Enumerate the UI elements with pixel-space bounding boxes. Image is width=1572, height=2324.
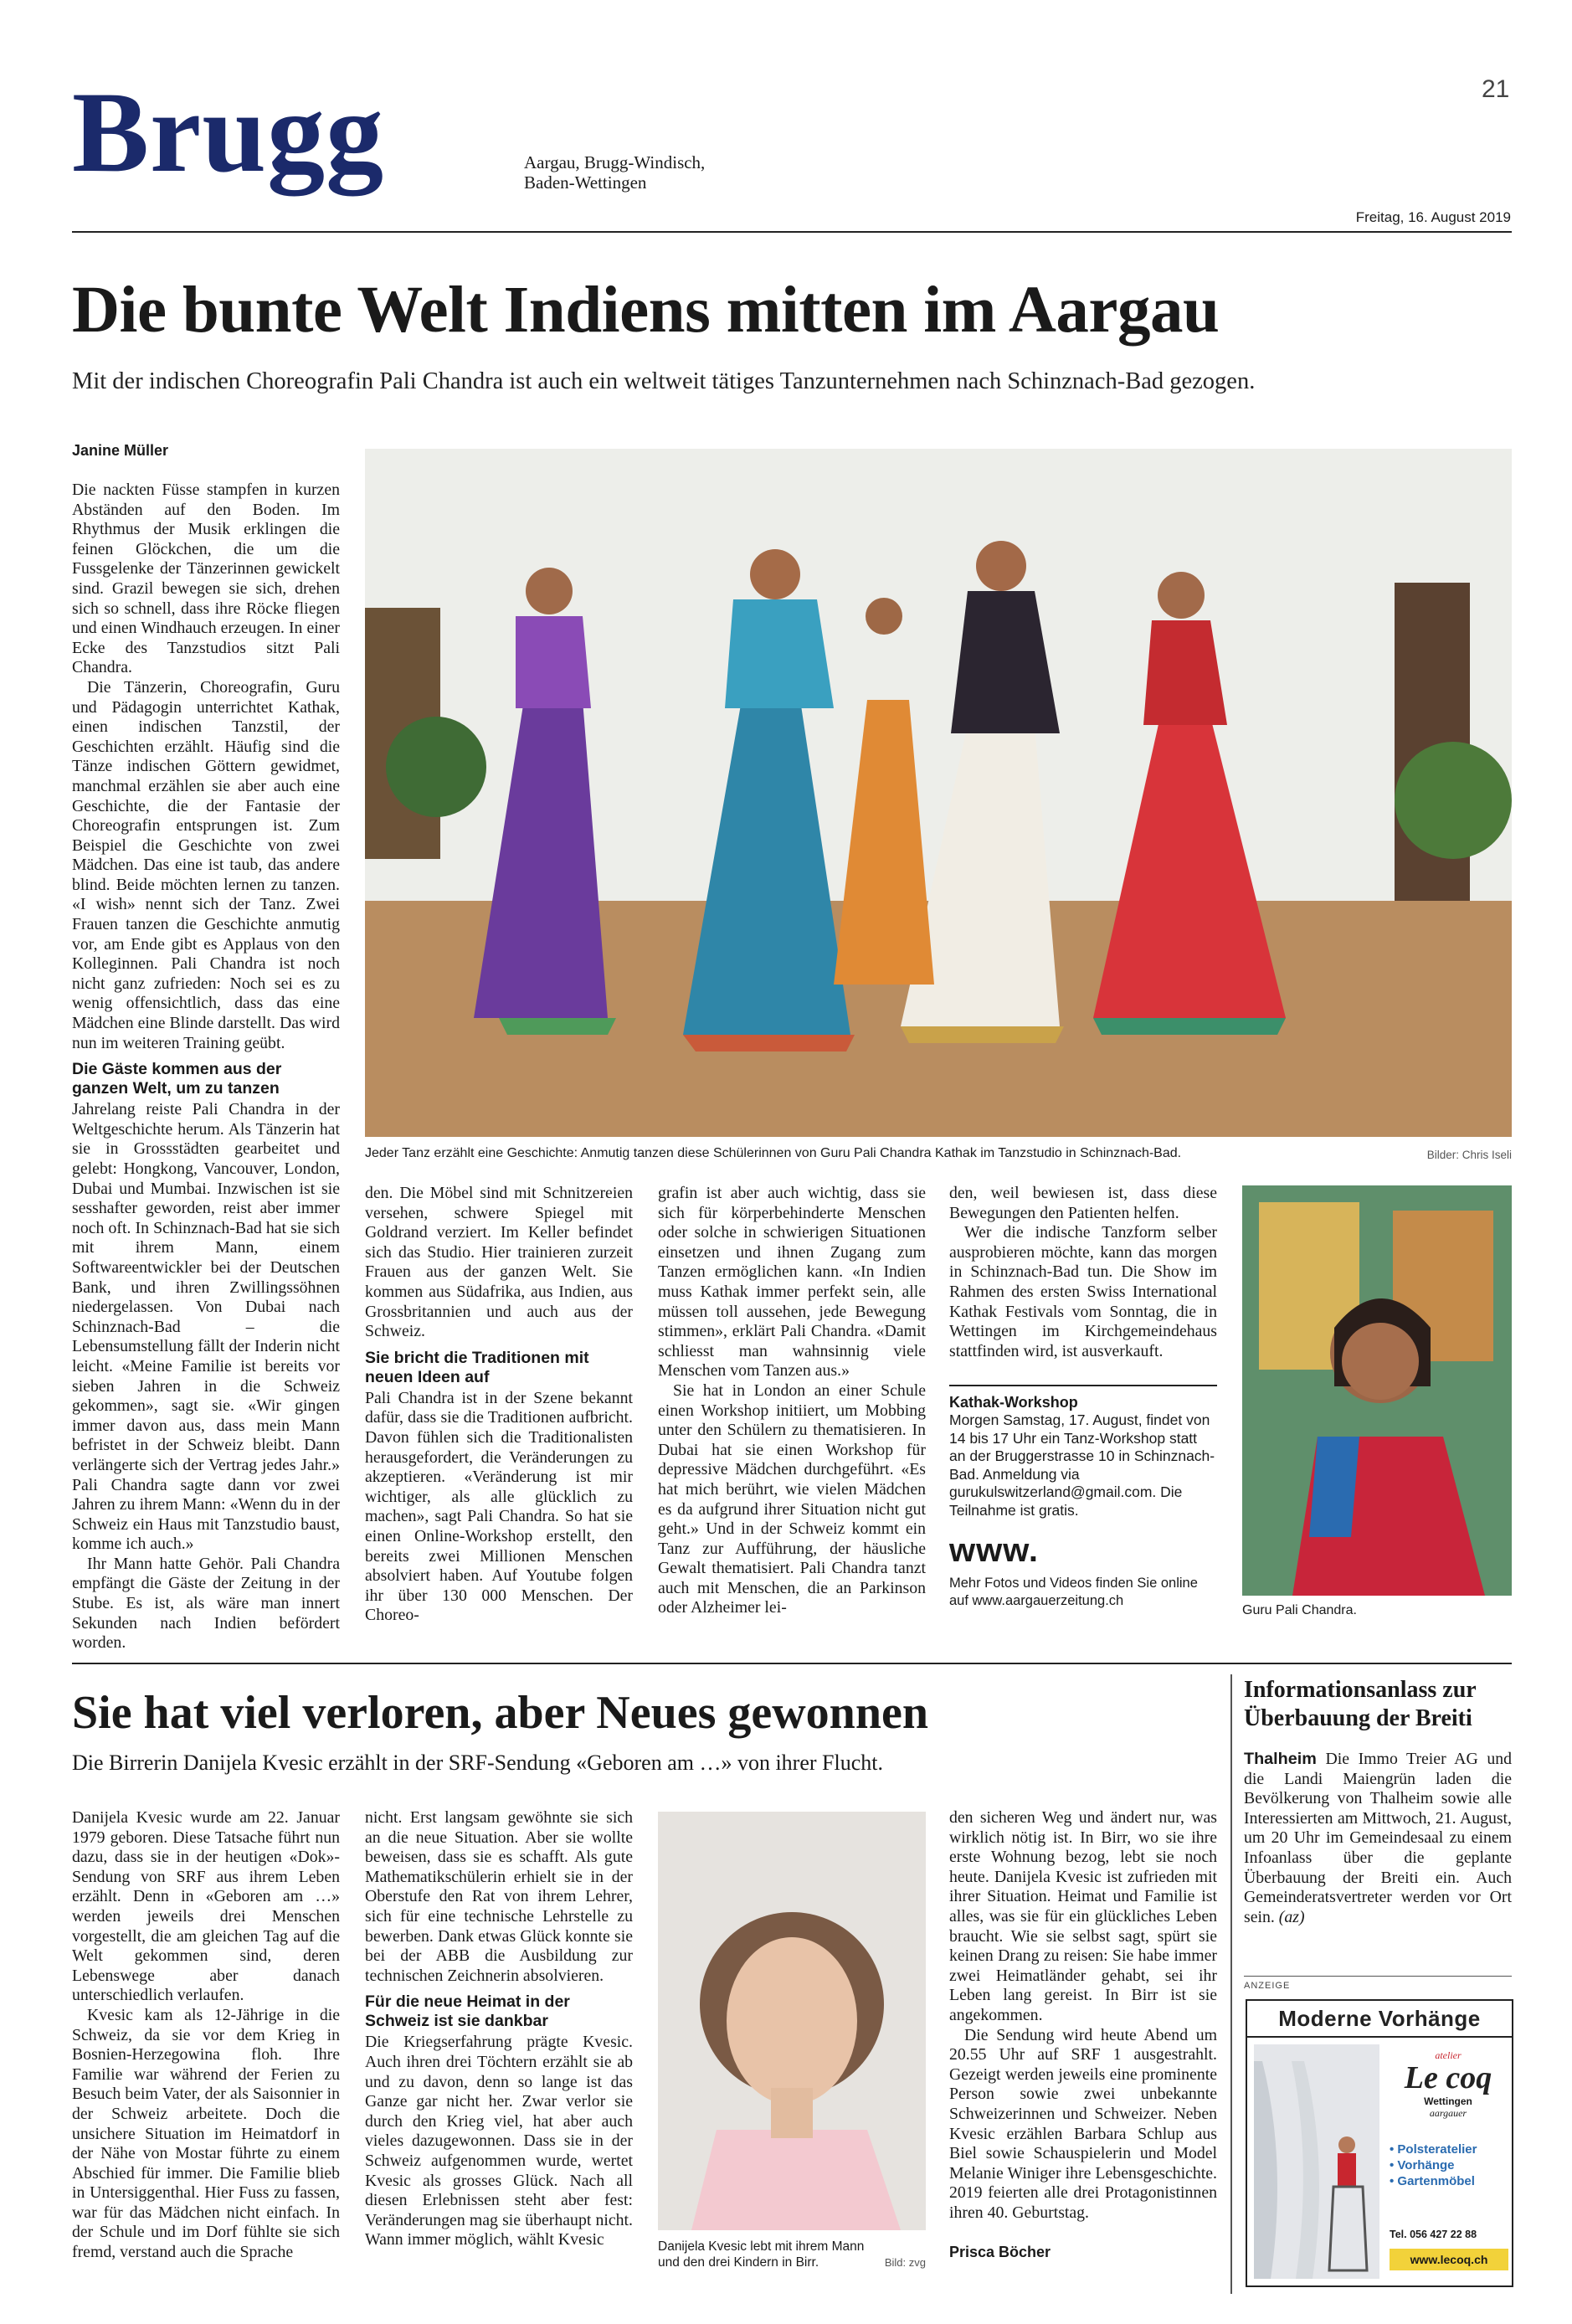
ad-item: • Polsteratelier bbox=[1390, 2142, 1477, 2157]
subheading: Sie bricht die Traditionen mit neuen Ideen auf bbox=[365, 1348, 589, 1386]
page-number: 21 bbox=[1482, 75, 1510, 103]
portrait-photo-pali-chandra bbox=[1242, 1185, 1512, 1596]
paragraph: nicht. Erst langsam gewöhnte sie sich an die neue Situation. Aber sie wollte beweisen, dass sie es schafft. Als gute Mathematikschülerin erhielt sie in der Oberstufe den Rat von ihrem Lehrer, sich für eine technische Lehrstelle zu bewerben. Dank etwas Glück konnte sie bei der ABB die Ausbildung zur technischen Zeichnerin absolvieren. bbox=[365, 1808, 633, 1985]
sidebar-text bbox=[1244, 1750, 1512, 1934]
second-author: Prisca Böcher bbox=[949, 2244, 1051, 2260]
paragraph: Jahrelang reiste Pali Chandra in der Weltgeschichte herum. Als Tänzerin hat sie in Grossstädten gearbeitet und gelebt: Hongkong, Vancouver, London, Dubai und Mumbai. Inzwischen ist sie sesshafter geworden, reist aber immer noch oft. In Schinznach-Bad hat sie sich mit ihrem Mann, einem Softwareentwickler bei der Deutschen Bank, und ihren Zwillingssöhnen niedergelassen. Von Dubai nach Schinznach-Bad – die Lebensumstellung fällt der Inderin nicht leicht. «Meine Familie ist bereits vor sieben Jahren in die Schweiz gekommen», sagt sie. «Wir gingen immer davon aus, dass mein Mann befristet in der Schweiz bleibt. Dann verlängerte sich der Vertrag jedes Jahr.» Pali Chandra sagte dann vor zwei Jahren zu ihrem Mann: «Wenn du in der Schweiz ein Haus mit Tanzstudio baust, komme ich auch.» bbox=[72, 1100, 340, 1554]
main-photo-credit: Bilder: Chris Iseli bbox=[1426, 1149, 1512, 1161]
infobox-www-text: Mehr Fotos und Videos finden Sie online auf www.aargauerzeitung.ch bbox=[949, 1576, 1198, 1608]
main-photo-caption: Jeder Tanz erzählt eine Geschichte: Anmutig tanzen diese Schülerinnen von Guru Pali Chandra Kathak im Tanzstudio in Schinznach-Bad. bbox=[365, 1146, 1182, 1160]
advertisement-le-coq[interactable] bbox=[1246, 1999, 1513, 2287]
danijela-caption: Danijela Kvesic lebt mit ihrem Mann und den drei Kindern in Birr. bbox=[658, 2239, 865, 2270]
infobox-title: Kathak-Workshop bbox=[949, 1394, 1078, 1411]
sidebar-headline: Informationsanlass zur Überbauung der Breiti bbox=[1244, 1677, 1477, 1731]
second-headline: Sie hat viel verloren, aber Neues gewonnen bbox=[72, 1687, 928, 1739]
section-masthead: Brugg bbox=[72, 68, 385, 196]
second-lead: Die Birrerin Danijela Kvesic erzählt in der SRF-Sendung «Geboren am …» von ihrer Flucht. bbox=[72, 1751, 883, 1775]
paragraph: Ihr Mann hatte Gehör. Pali Chandra empfängt die Gäste der Zeitung in der Stube. Es ist, als wäre man innert Sekunden nach Indien befördert worden. bbox=[72, 1554, 340, 1653]
portrait-photo-danijela bbox=[658, 1812, 926, 2230]
dancers-illustration bbox=[365, 449, 1512, 1137]
main-column-2 bbox=[365, 1184, 633, 1636]
main-column-4 bbox=[949, 1184, 1217, 1385]
paragraph: Die nackten Füsse stampfen in kurzen Abständen auf den Boden. Im Rhythmus der Musik erklingen die feinen Glöckchen, die um die Fussgelenke der Tänzerinnen gewickelt sind. Grazil bewegen sie sich, drehen sich so schnell, dass ihre Röcke fliegen und einen Windhauch erzeugen. In einer Ecke des Tanzstudios sitzt Pali Chandra. bbox=[72, 481, 340, 677]
main-author: Janine Müller bbox=[72, 442, 169, 459]
paragraph: den sicheren Weg und ändert nur, was wirklich nötig ist. In Birr, wo sie ihre erste Wohnung bezog, lebt sie noch heute. Danijela Kvesic ist zufrieden mit ihrer Situation. Heimat und Familie ist alles, was sie für ein glückliches Leben braucht. Wie sie selbst sagt, spürt sie keinen Drang zu reisen: Sie habe immer zwei Heimatländer gehabt, sei ihr Leben lang gereist. In Birr ist sie angekommen. bbox=[949, 1808, 1217, 2024]
article-separator bbox=[72, 1663, 1512, 1664]
infobox-text: Morgen Samstag, 17. August, findet von 14 bis 17 Uhr ein Tanz-Workshop statt an der Bruggerstrasse 10 in Schinznach-Bad. Anmeldung via gurukulswitzerland@gmail.com. Die Teilnahme ist gratis. bbox=[949, 1411, 1215, 1519]
ad-photo-illustration bbox=[1254, 2044, 1379, 2279]
paragraph: Kvesic kam als 12-Jährige in die Schweiz, da sie vor dem Krieg in Bosnien-Herzegowina floh. Ihre Familie war während der Ferien zu Besuch beim Vater, der als Saisonnier in der Schweiz arbeitete. Doch die unsichere Situation im Heimatdorf in der Nähe von Mostar führte zu einem Abschied für immer. Die Familie blieb in Untersiggenthal. Hier Fuss zu fassen, war für das Mädchen nicht einfach. In der Schule und im Dorf fühlte sie sich fremd, verstand auch die Sprache bbox=[72, 2005, 340, 2262]
paragraph: grafin ist aber auch wichtig, dass sie sich für körperbehinderte Menschen oder solche in schwierigen Situationen einsetzen und ihnen Zugang zum Tanzen ermöglichen kann. «In Indien muss Kathak immer perfekt sein, alle müssen toll aussehen, jede Bewegung stimmen», erklärt Pali Chandra. «Damit schliesst man wahnsinnig viele Menschen vom Tanzen aus.» bbox=[658, 1184, 926, 1381]
ad-label: ANZEIGE bbox=[1244, 1981, 1291, 1991]
ad-brand: Le coq bbox=[1404, 2060, 1492, 2095]
region-line: Baden-Wettingen bbox=[524, 172, 647, 193]
paragraph: Die Tänzerin, Choreografin, Guru und Pädagogin unterrichtet Kathak, einen indischen Tanzstil, der Geschichten erzählt. Häufig sind die Tänze indischen Göttern gewidmet, manchmal erzählen sie aber auch eine Geschichte, die der Fantasie der Choreografin entsprungen ist. Zum Beispiel die Geschichte von zwei Mädchen. Das eine ist taub, das andere blind. Beide möchten lernen zu tanzen. «I wish» nennt sich der Tanz. Zwei Frauen tanzen die Geschichte anmutig vor, am Ende gibt es Applaus von den Kolleginnen. Pali Chandra ist noch nicht ganz zufrieden: Noch sei es zu wenig offensichtlich, dass das eine Mädchen eine Blinde darstellt. Das wird nun im weiteren Training geübt. bbox=[72, 677, 340, 1052]
paragraph: Wer die indische Tanzform selber ausprobieren möchte, kann das morgen in Schinznach-Bad tun. Die Show im Rahmen des ersten Swiss International Kathak Festivals vom Sonntag, die in Wettingen im Kirchgemeindehaus stattfinden wird, ist ausverkauft. bbox=[949, 1223, 1217, 1360]
paragraph: den, weil bewiesen ist, dass diese Bewegungen den Patienten helfen. bbox=[949, 1184, 1217, 1222]
second-column-3 bbox=[949, 1808, 1217, 2244]
portrait-caption: Guru Pali Chandra. bbox=[1242, 1603, 1357, 1617]
ad-photo bbox=[1254, 2044, 1379, 2279]
ad-town: Wettingen bbox=[1424, 2095, 1472, 2107]
ad-items bbox=[1390, 2141, 1508, 2189]
paragraph: den. Die Möbel sind mit Schnitzereien versehen, schwere Spiegel mit Goldrand verziert. Im Keller befindet sich das Studio. Hier trainieren zurzeit Frauen aus der ganzen Welt. Sie kommen aus Südafrika, aus Indien, aus Grossbritannien und auch aus der Schweiz. bbox=[365, 1184, 633, 1341]
ad-tagline: aargauer bbox=[1429, 2107, 1467, 2119]
ad-brand-block bbox=[1390, 2049, 1507, 2126]
sidebar-body: Die Immo Treier AG und die Landi Maiengrün laden die Bevölkerung von Thalheim sowie alle Interessierten am Mittwoch, 21. August, um 20 Uhr im Gemeindesaal zu einem Infoanlass über die geplante Überbauung der Breiti ein. Auch Gemeinderatsvertreter werden vor Ort sein. bbox=[1244, 1750, 1512, 1926]
ad-item: • Gartenmöbel bbox=[1390, 2174, 1475, 2188]
main-photo-dancers bbox=[365, 449, 1512, 1137]
subheading: Für die neue Heimat in der Schweiz ist sie dankbar bbox=[365, 1992, 570, 2031]
second-column-1 bbox=[72, 1808, 340, 2277]
sidebar-signature: (az) bbox=[1278, 1907, 1305, 1926]
subheading: Die Gäste kommen aus der ganzen Welt, um zu tanzen bbox=[72, 1060, 282, 1098]
ad-web-link[interactable]: www.lecoq.ch bbox=[1390, 2249, 1508, 2270]
infobox-www: www. bbox=[949, 1532, 1039, 1569]
danijela-credit: Bild: zvg bbox=[884, 2256, 926, 2269]
ad-brand-prefix: atelier bbox=[1435, 2049, 1462, 2061]
ad-rule bbox=[1244, 1976, 1512, 1977]
ad-phone: Tel. 056 427 22 88 bbox=[1390, 2229, 1477, 2240]
portrait-illustration bbox=[1242, 1185, 1512, 1596]
paragraph: Die Kriegserfahrung prägte Kvesic. Auch ihren drei Töchtern erzählt sie ab und zu davon, denn so lange ist das Ganze gar nicht her. Zwar verlor sie durch den Krieg viel, hat aber auch vieles dazugewonnen. Dass sie in der Schweiz aufgenommen wurde, wertet Kvesic als grosses Glück. Nach all diesen Erlebnissen steht aber fest: Veränderungen mag sie überhaupt nicht. Wann immer möglich, wählt Kvesic bbox=[365, 2033, 633, 2249]
main-lead: Mit der indischen Choreografin Pali Chandra ist auch ein weltweit tätiges Tanzunternehmen nach Schinznach-Bad gezogen. bbox=[72, 368, 1256, 394]
sidebar-dateline: Thalheim bbox=[1244, 1750, 1317, 1768]
issue-date: Freitag, 16. August 2019 bbox=[1355, 209, 1511, 225]
main-column-3 bbox=[658, 1184, 926, 1636]
second-column-2 bbox=[365, 1808, 633, 2277]
main-headline: Die bunte Welt Indiens mitten im Aargau bbox=[72, 274, 1220, 347]
section-regions bbox=[524, 152, 705, 193]
paragraph: Die Sendung wird heute Abend um 20.55 Uhr auf SRF 1 ausgestrahlt. Gezeigt werden jeweils eine prominente Person sowie zwei unbekannte Schweizerinnen und Schweizer. Neben Kvesic erzählen Barbara Schlup aus Biel sowie Schauspielerin und Model Melanie Winiger ihre Lebensgeschichte. 2019 feierten alle drei Protagonistinnen ihren 40. Geburtstag. bbox=[949, 2025, 1217, 2222]
danijela-illustration bbox=[658, 1812, 926, 2230]
region-line: Aargau, Brugg-Windisch, bbox=[524, 152, 706, 172]
ad-title: Moderne Vorhänge bbox=[1247, 2001, 1512, 2038]
sidebar-rule bbox=[1230, 1674, 1232, 2294]
paragraph: Danijela Kvesic wurde am 22. Januar 1979 geboren. Diese Tatsache führt nun dazu, dass sie in der heutigen «Dok»-Sendung von SRF aus ihrem Leben erzählt. Denn in «Geboren am …» werden jeweils drei Menschen vorgestellt, die am gleichen Tag auf die Welt gekommen sind, deren Lebenswege aber danach unterschiedlich verlaufen. bbox=[72, 1808, 340, 2005]
workshop-infobox bbox=[949, 1385, 1217, 1610]
ad-item: • Vorhänge bbox=[1390, 2158, 1455, 2172]
paragraph: Pali Chandra ist in der Szene bekannt dafür, dass sie die Traditionen aufbricht. Davon fühlen sich die Traditionalisten herausgefordert, die Veränderungen zu akzeptieren. «Veränderung ist mir wichtiger, als alle glücklich zu machen», sagt Pali Chandra. So hat sie einen Online-Workshop erstellt, den bereits zwei Millionen Menschen absolviert haben. Auf Youtube folgen ihr über 130 000 Menschen. Der Choreo- bbox=[365, 1388, 633, 1625]
paragraph: Sie hat in London an einer Schule einen Workshop initiiert, um Mobbing unter den Schülern zu thematisieren. In Dubai hat sie einen Workshop für depressive Mädchen durchgeführt. «Es hat mich berührt, wie vielen Mädchen es da aufgrund ihrer Situation nicht gut geht.» Und in der Schweiz kommt ein Tanz zur Aufführung, der häusliche Gewalt thematisiert. Pali Chandra tanzt auch mit Menschen, die an Parkinson oder Alzheimer lei- bbox=[658, 1381, 926, 1617]
header-rule bbox=[72, 231, 1512, 233]
